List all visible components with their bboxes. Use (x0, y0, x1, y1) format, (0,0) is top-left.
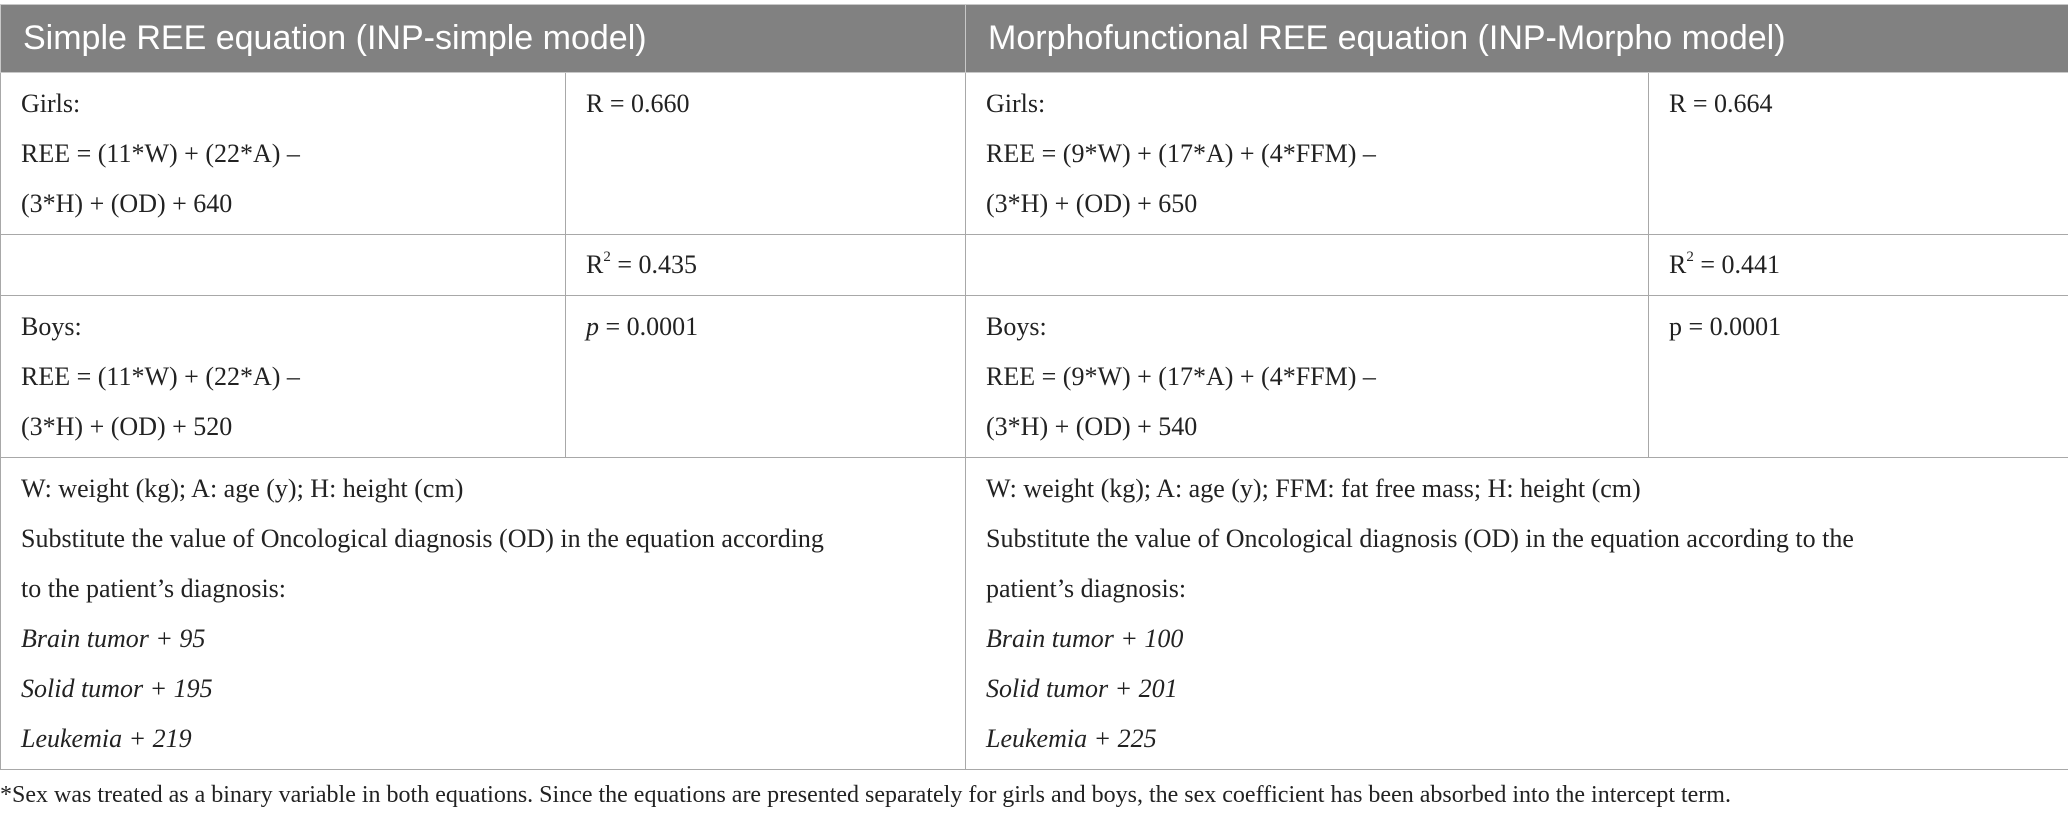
simple-r2-value (566, 235, 966, 296)
simple-brain-tumor: Brain tumor + 95 (21, 624, 206, 653)
simple-instruction-line2: to the patient’s diagnosis: (21, 574, 287, 603)
ree-equations-table (0, 4, 2068, 770)
morpho-boys-equation-line1: REE = (9*W) + (17*A) + (4*FFM) – (986, 362, 1376, 391)
simple-r2-prefix: R (586, 250, 604, 279)
simple-r-value (566, 73, 966, 235)
simple-solid-tumor: Solid tumor + 195 (21, 674, 213, 703)
morpho-instruction-line1: Substitute the value of Oncological diagnosis (OD) in the equation according to the (986, 524, 1854, 553)
morpho-girls-equation-line1: REE = (9*W) + (17*A) + (4*FFM) – (986, 139, 1376, 168)
simple-girls-equation (1, 73, 566, 235)
morpho-variables-legend: W: weight (kg); A: age (y); FFM: fat free mass; H: height (cm) (986, 474, 1641, 503)
morpho-r2-prefix: R (1669, 250, 1687, 279)
morpho-r-value (1649, 73, 2068, 235)
simple-r2-suffix: = 0.435 (610, 250, 698, 279)
morpho-boys-equation (966, 296, 1649, 458)
header-simple-model: Simple REE equation (INP-simple model) (1, 5, 966, 73)
table-footnote: *Sex was treated as a binary variable in both equations. Since the equations are presented separately for girls and boys, the sex coefficient has been absorbed into the intercept term. (0, 782, 1731, 808)
simple-boys-equation-line1: REE = (11*W) + (22*A) – (21, 362, 300, 391)
morpho-girls-equation-line2: (3*H) + (OD) + 650 (986, 189, 1198, 218)
notes-row (1, 458, 2068, 770)
simple-p-letter: p (586, 312, 599, 341)
simple-leukemia: Leukemia + 219 (21, 724, 192, 753)
morpho-girls-equation (966, 73, 1649, 235)
simple-girls-equation-line2: (3*H) + (OD) + 640 (21, 189, 233, 218)
morpho-p-value (1649, 296, 2068, 458)
simple-girls-label: Girls: (21, 89, 81, 118)
simple-girls-equation-line1: REE = (11*W) + (22*A) – (21, 139, 300, 168)
simple-p-value (566, 296, 966, 458)
morpho-solid-tumor: Solid tumor + 201 (986, 674, 1178, 703)
morpho-leukemia: Leukemia + 225 (986, 724, 1157, 753)
simple-p-rest: = 0.0001 (599, 312, 699, 341)
morpho-notes (966, 458, 2068, 770)
header-morpho-model: Morphofunctional REE equation (INP-Morpho model) (966, 5, 2068, 73)
simple-boys-equation-line2: (3*H) + (OD) + 520 (21, 412, 233, 441)
simple-boys-label: Boys: (21, 312, 82, 341)
morpho-r-text: R = 0.664 (1669, 89, 1773, 118)
morpho-instruction-line2: patient’s diagnosis: (986, 574, 1187, 603)
morpho-p-text: p = 0.0001 (1669, 312, 1782, 341)
morpho-r2-value (1649, 235, 2068, 296)
morpho-boys-label: Boys: (986, 312, 1047, 341)
boys-row (1, 296, 2068, 458)
simple-empty-cell (1, 235, 566, 296)
morpho-r2-superscript: 2 (1686, 249, 1694, 266)
morpho-empty-cell (966, 235, 1649, 296)
morpho-boys-equation-line2: (3*H) + (OD) + 540 (986, 412, 1198, 441)
simple-r-text: R = 0.660 (586, 89, 690, 118)
simple-instruction-line1: Substitute the value of Oncological diagnosis (OD) in the equation according (21, 524, 824, 553)
header-row (1, 5, 2068, 73)
simple-notes (1, 458, 966, 770)
simple-boys-equation (1, 296, 566, 458)
girls-row (1, 73, 2068, 235)
r-squared-row (1, 235, 2068, 296)
simple-variables-legend: W: weight (kg); A: age (y); H: height (cm) (21, 474, 464, 503)
morpho-brain-tumor: Brain tumor + 100 (986, 624, 1184, 653)
simple-r2-superscript: 2 (603, 249, 611, 266)
morpho-r2-suffix: = 0.441 (1693, 250, 1781, 279)
morpho-girls-label: Girls: (986, 89, 1046, 118)
